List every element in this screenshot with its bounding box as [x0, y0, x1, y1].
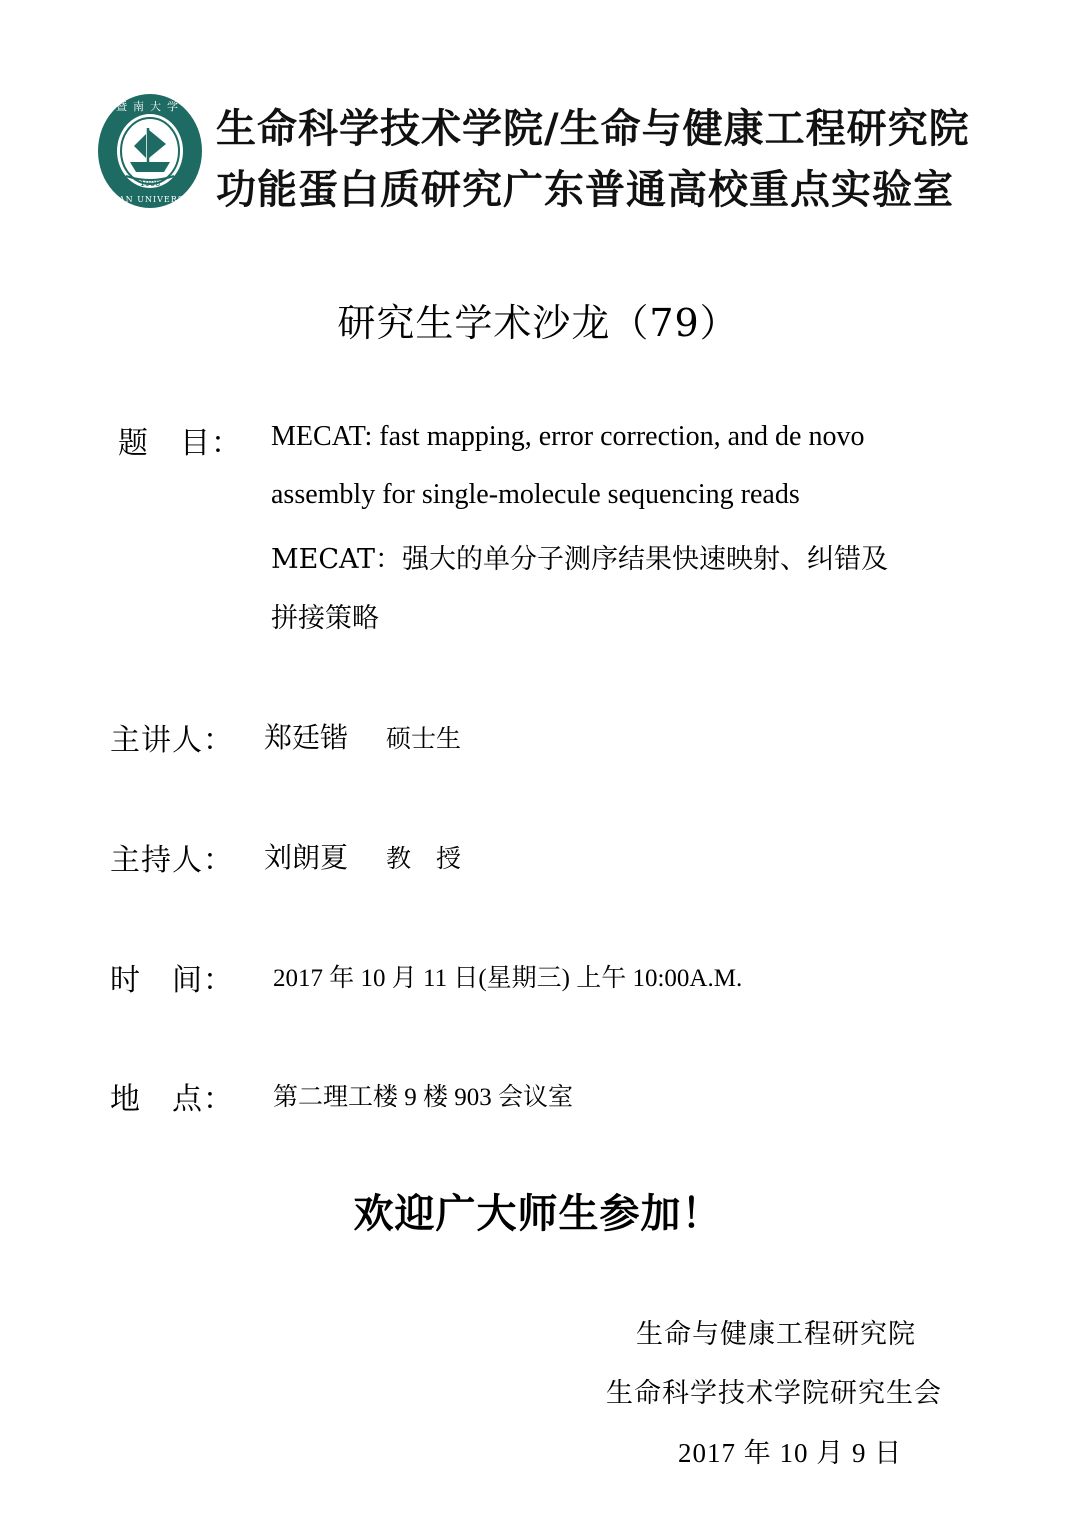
seal-top-text: 暨南大学: [116, 100, 184, 113]
location-value: 第二理工楼 9 楼 903 会议室: [273, 1084, 574, 1111]
topic-label: 题 目：: [118, 426, 242, 461]
speaker-name: 郑廷锴: [264, 721, 349, 754]
signature-date: 2017 年 10 月 9 日: [678, 1438, 903, 1468]
location-label: 地 点：: [110, 1082, 234, 1117]
host-label: 主持人：: [110, 843, 234, 878]
host-title: 教 授: [386, 844, 462, 873]
header-line-2: 功能蛋白质研究广东普通高校重点实验室: [216, 167, 954, 213]
time-value: 2017 年 10 月 11 日(星期三) 上午 10:00A.M.: [273, 965, 743, 992]
speaker-label: 主讲人：: [110, 723, 234, 758]
speaker-title: 硕士生: [386, 724, 462, 753]
page-title: 研究生学术沙龙（79）: [337, 301, 739, 345]
seal-year: 1906: [139, 179, 161, 188]
seal-bottom-text: JI NAN UNIVERSITY: [98, 195, 202, 204]
time-label: 时 间：: [110, 963, 234, 998]
welcome-message: 欢迎广大师生参加！: [353, 1191, 723, 1237]
seal-icon: [96, 92, 204, 210]
university-logo: [96, 92, 204, 210]
host-name: 刘朗夏: [264, 841, 349, 874]
topic-cn-line-2: 拼接策略: [271, 603, 379, 634]
header-line-1: 生命科学技术学院/生命与健康工程研究院: [216, 106, 970, 152]
signature-org-2: 生命科学技术学院研究生会: [606, 1378, 942, 1409]
topic-en-line-1: MECAT: fast mapping, error correction, and de novo: [271, 421, 865, 452]
signature-org-1: 生命与健康工程研究院: [636, 1319, 916, 1350]
topic-cn-line-1: MECAT：强大的单分子测序结果快速映射、纠错及: [271, 544, 889, 575]
topic-en-line-2: assembly for single-molecule sequencing reads: [271, 479, 800, 510]
